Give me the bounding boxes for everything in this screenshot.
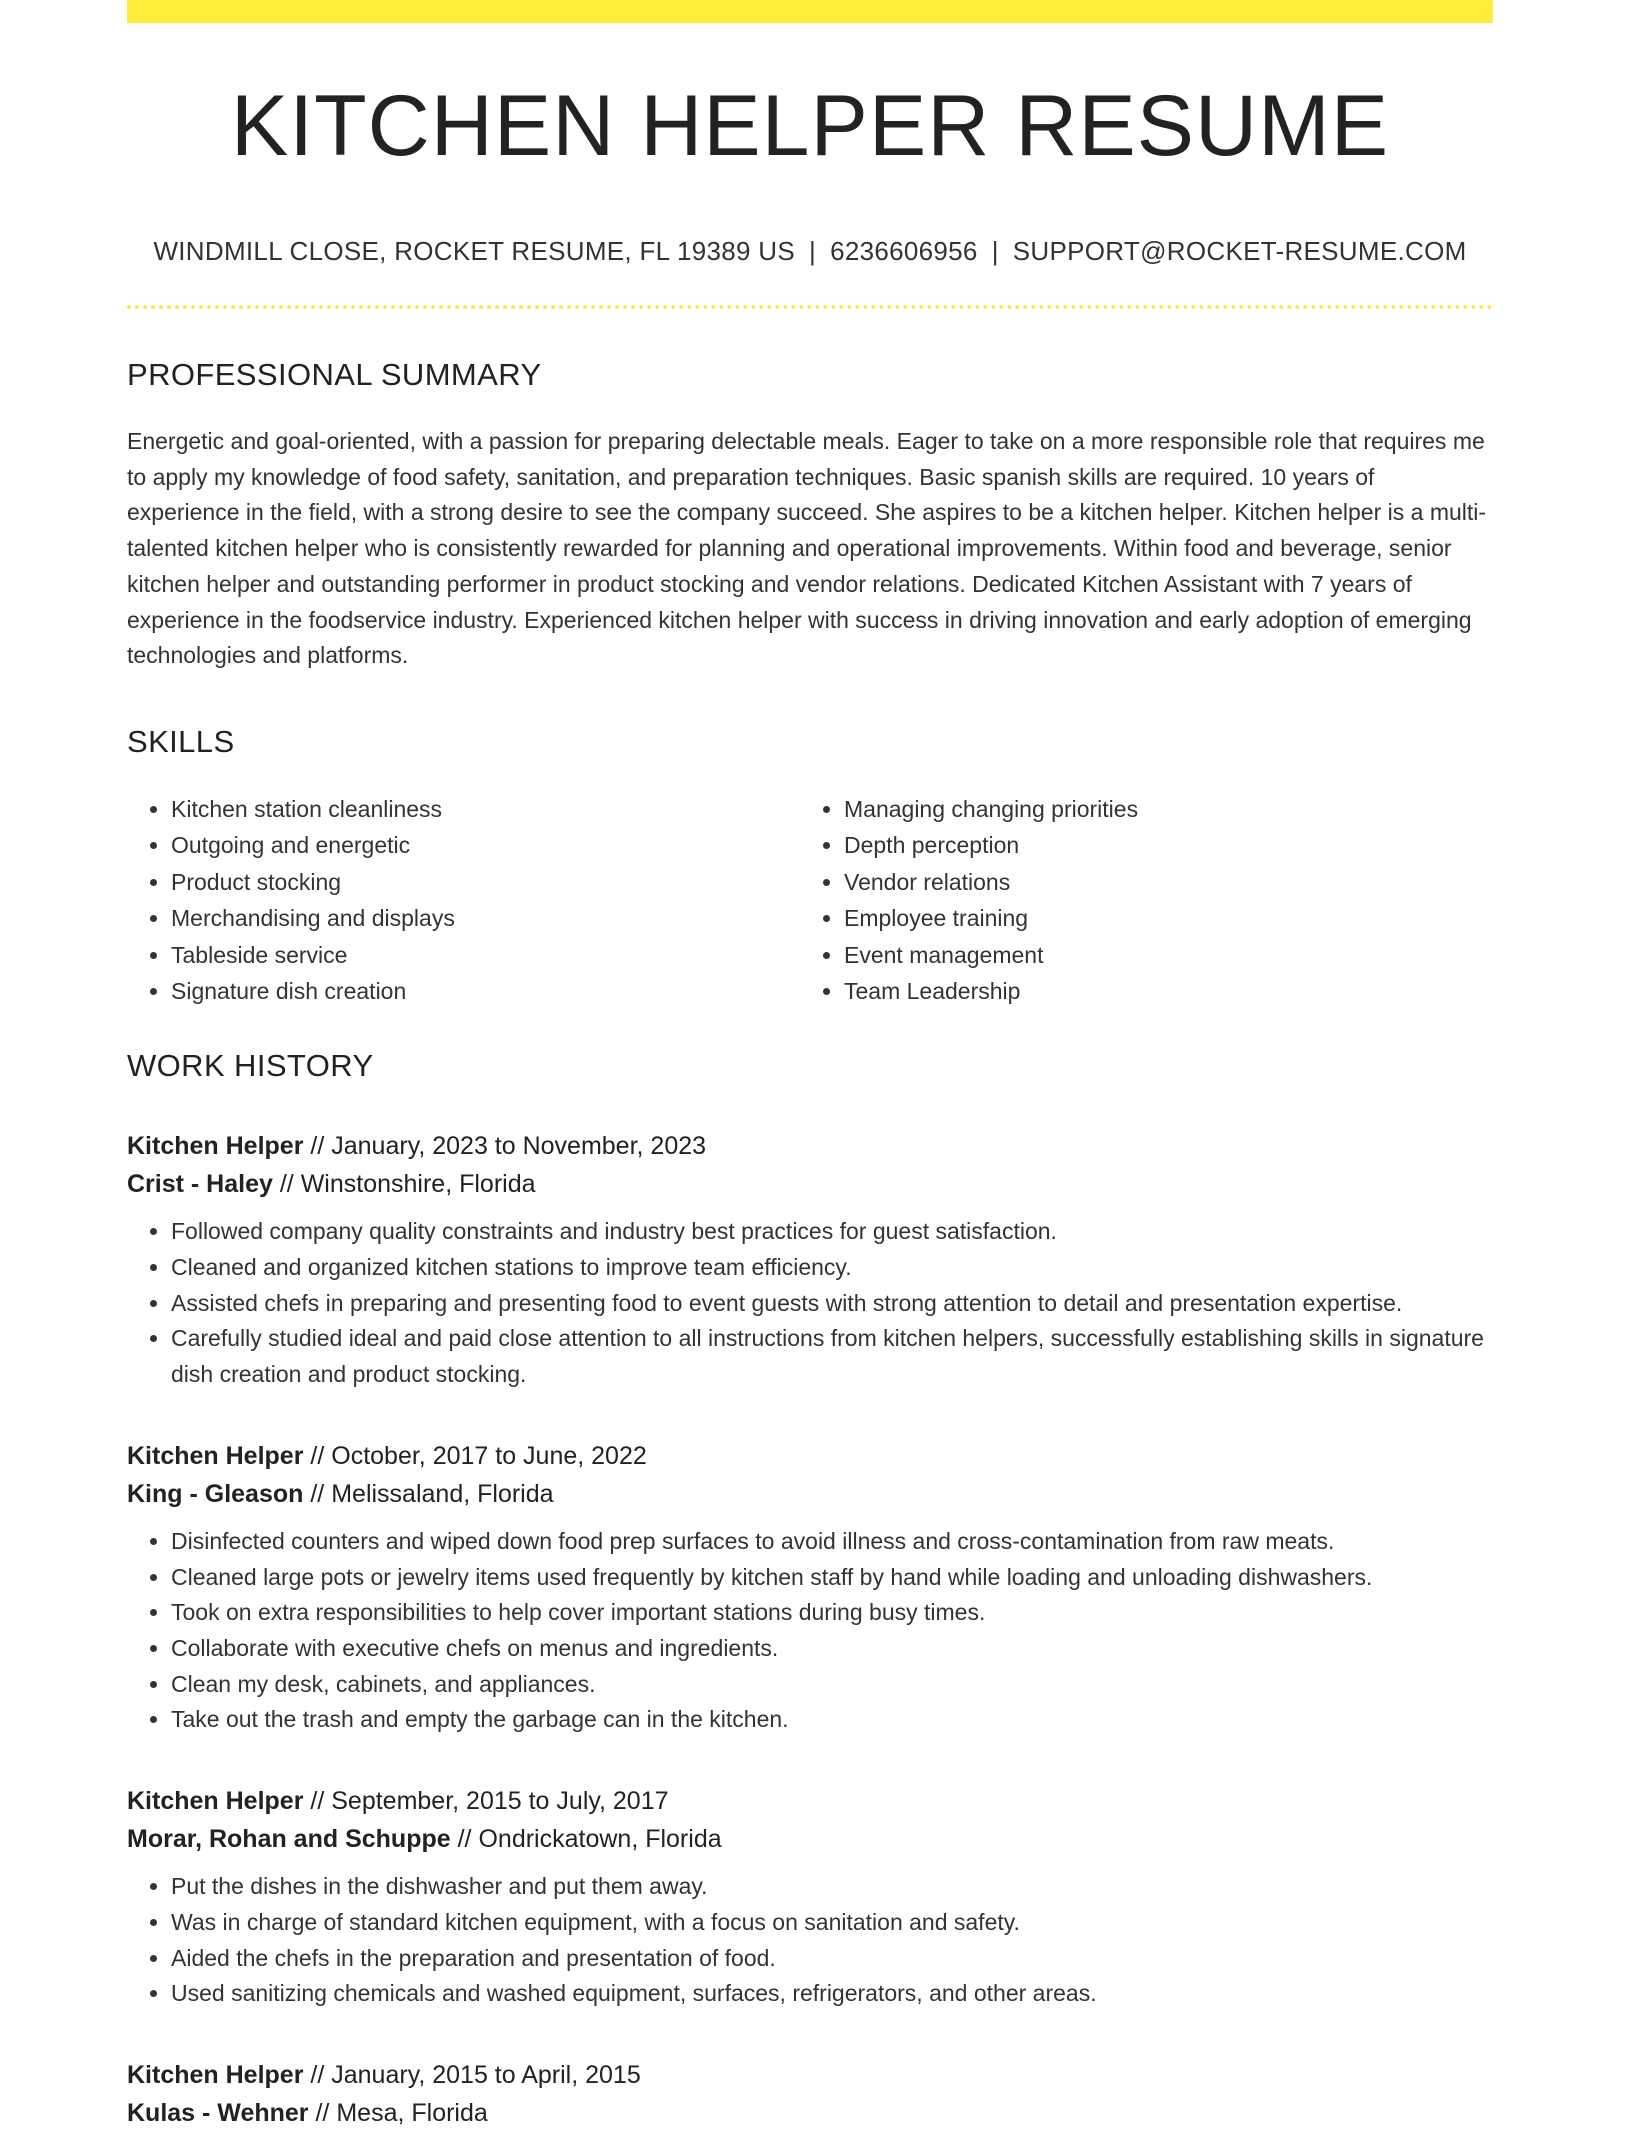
separator: //: [310, 1441, 325, 1470]
job-title-line: [127, 1782, 1493, 1820]
job-company-line: [127, 1820, 1493, 1858]
summary-text: Energetic and goal-oriented, with a passion for preparing delectable meals. Eager to take on a more responsible role that requires me to apply my knowledge of food safety, sanitation, and preparation techniques. Basic spanish skills are required. 10 years of experience in the field, with a strong desire to see the company succeed. She aspires to be a kitchen helper. Kitchen helper is a multi-talented kitchen helper who is consistently rewarded for planning and operational improvements. Within food and beverage, senior kitchen helper and outstanding performer in product stocking and vendor relations. Dedicated Kitchen Assistant with 7 years of experience in the foodservice industry. Experienced kitchen helper with success in driving innovation and early adoption of emerging technologies and platforms.: [127, 428, 1487, 669]
skills-list-left: [127, 791, 800, 1009]
job-entry: [127, 1127, 1493, 1393]
separator: //: [310, 1787, 325, 1816]
job-company: Morar, Rohan and Schuppe: [127, 1825, 451, 1854]
skill-item: • Employee training: [844, 900, 1473, 936]
contact-separator: |: [809, 236, 817, 266]
separator: //: [457, 1825, 472, 1854]
job-bullet: • Used sanitizing chemicals and washed equipment, surfaces, refrigerators, and other areas.: [171, 1976, 1493, 2012]
job-company: Crist - Haley: [127, 1170, 273, 1199]
page-title: KITCHEN HELPER RESUME: [230, 78, 1390, 174]
job-title-line: [127, 1437, 1493, 1475]
skill-item: • Kitchen station cleanliness: [171, 791, 800, 827]
contact-line: [127, 236, 1493, 267]
job-bullet: • Aided the chefs in the preparation and presentation of food.: [171, 1941, 1493, 1977]
job-location: Ondrickatown, Florida: [478, 1825, 722, 1854]
job-company-line: [127, 1475, 1493, 1513]
skill-item: • Product stocking: [171, 864, 800, 900]
contact-phone: 6236606956: [830, 236, 978, 266]
job-bullet: • Was in charge of standard kitchen equipment, with a focus on sanitation and safety.: [171, 1905, 1493, 1941]
job-company-line: [127, 1165, 1493, 1203]
job-title: Kitchen Helper: [127, 1441, 304, 1470]
job-title-line: [127, 1127, 1493, 1165]
job-company: Kulas - Wehner: [127, 2098, 309, 2127]
job-bullet: • Carefully studied ideal and paid close attention to all instructions from kitchen helpers, successfully establishing skills in signature dish creation and product stocking.: [171, 1321, 1493, 1392]
job-bullet: • Assisted chefs in preparing and presenting food to event guests with strong attention to detail and presentation expertise.: [171, 1286, 1493, 1322]
separator: //: [315, 2098, 330, 2127]
job-bullet: • Clean my desk, cabinets, and appliances.: [171, 1667, 1493, 1703]
summary-heading: PROFESSIONAL SUMMARY: [127, 357, 542, 392]
job-dates: January, 2023 to November, 2023: [331, 1132, 707, 1161]
job-dates: September, 2015 to July, 2017: [331, 1787, 669, 1816]
job-dates: January, 2015 to April, 2015: [331, 2060, 641, 2089]
job-title: Kitchen Helper: [127, 1787, 304, 1816]
job-entry: [127, 2056, 1493, 2132]
skill-item: • Event management: [844, 937, 1473, 973]
resume-page: [127, 0, 1493, 2132]
job-bullet: • Cleaned and organized kitchen stations to improve team efficiency.: [171, 1250, 1493, 1286]
skill-item: • Outgoing and energetic: [171, 827, 800, 863]
job-company-line: [127, 2094, 1493, 2132]
contact-address: WINDMILL CLOSE, ROCKET RESUME, FL 19389 US: [153, 236, 796, 266]
job-bullet: • Put the dishes in the dishwasher and put them away.: [171, 1869, 1493, 1905]
skill-item: • Managing changing priorities: [844, 791, 1473, 827]
skill-item: • Depth perception: [844, 827, 1473, 863]
job-dates: October, 2017 to June, 2022: [331, 1441, 647, 1470]
top-accent-bar: [127, 0, 1493, 23]
skills-list-right: [800, 791, 1473, 1009]
skill-item: • Vendor relations: [844, 864, 1473, 900]
dotted-divider: [127, 305, 1493, 309]
job-entry: [127, 1782, 1493, 2012]
skill-item: • Merchandising and displays: [171, 900, 800, 936]
separator: //: [310, 1132, 325, 1161]
work-history-heading: WORK HISTORY: [127, 1048, 374, 1084]
skill-item: • Tableside service: [171, 937, 800, 973]
separator: //: [310, 2060, 325, 2089]
skill-item: • Signature dish creation: [171, 973, 800, 1009]
job-bullet: • Take out the trash and empty the garbage can in the kitchen.: [171, 1702, 1493, 1738]
job-title: Kitchen Helper: [127, 2060, 304, 2089]
job-entry: [127, 1437, 1493, 1738]
job-location: Winstonshire, Florida: [300, 1170, 536, 1199]
job-bullets: [127, 1869, 1493, 2012]
separator: //: [279, 1170, 294, 1199]
job-bullet: • Took on extra responsibilities to help cover important stations during busy times.: [171, 1595, 1493, 1631]
job-bullet: • Disinfected counters and wiped down food prep surfaces to avoid illness and cross-contamination from raw meats.: [171, 1524, 1493, 1560]
job-bullet: • Cleaned large pots or jewelry items used frequently by kitchen staff by hand while loading and unloading dishwashers.: [171, 1560, 1493, 1596]
job-bullets: [127, 1214, 1493, 1393]
contact-separator: |: [991, 236, 999, 266]
job-title: Kitchen Helper: [127, 1132, 304, 1161]
job-location: Melissaland, Florida: [331, 1479, 554, 1508]
job-location: Mesa, Florida: [336, 2098, 488, 2127]
job-company: King - Gleason: [127, 1479, 304, 1508]
job-bullet: • Collaborate with executive chefs on menus and ingredients.: [171, 1631, 1493, 1667]
job-bullets: [127, 1524, 1493, 1738]
contact-email: SUPPORT@ROCKET-RESUME.COM: [1012, 236, 1467, 266]
separator: //: [310, 1479, 325, 1508]
job-bullet: • Followed company quality constraints and industry best practices for guest satisfaction.: [171, 1214, 1493, 1250]
job-title-line: [127, 2056, 1493, 2094]
skills-columns: [127, 791, 1493, 1009]
skills-heading: SKILLS: [127, 723, 235, 759]
skill-item: • Team Leadership: [844, 973, 1473, 1009]
